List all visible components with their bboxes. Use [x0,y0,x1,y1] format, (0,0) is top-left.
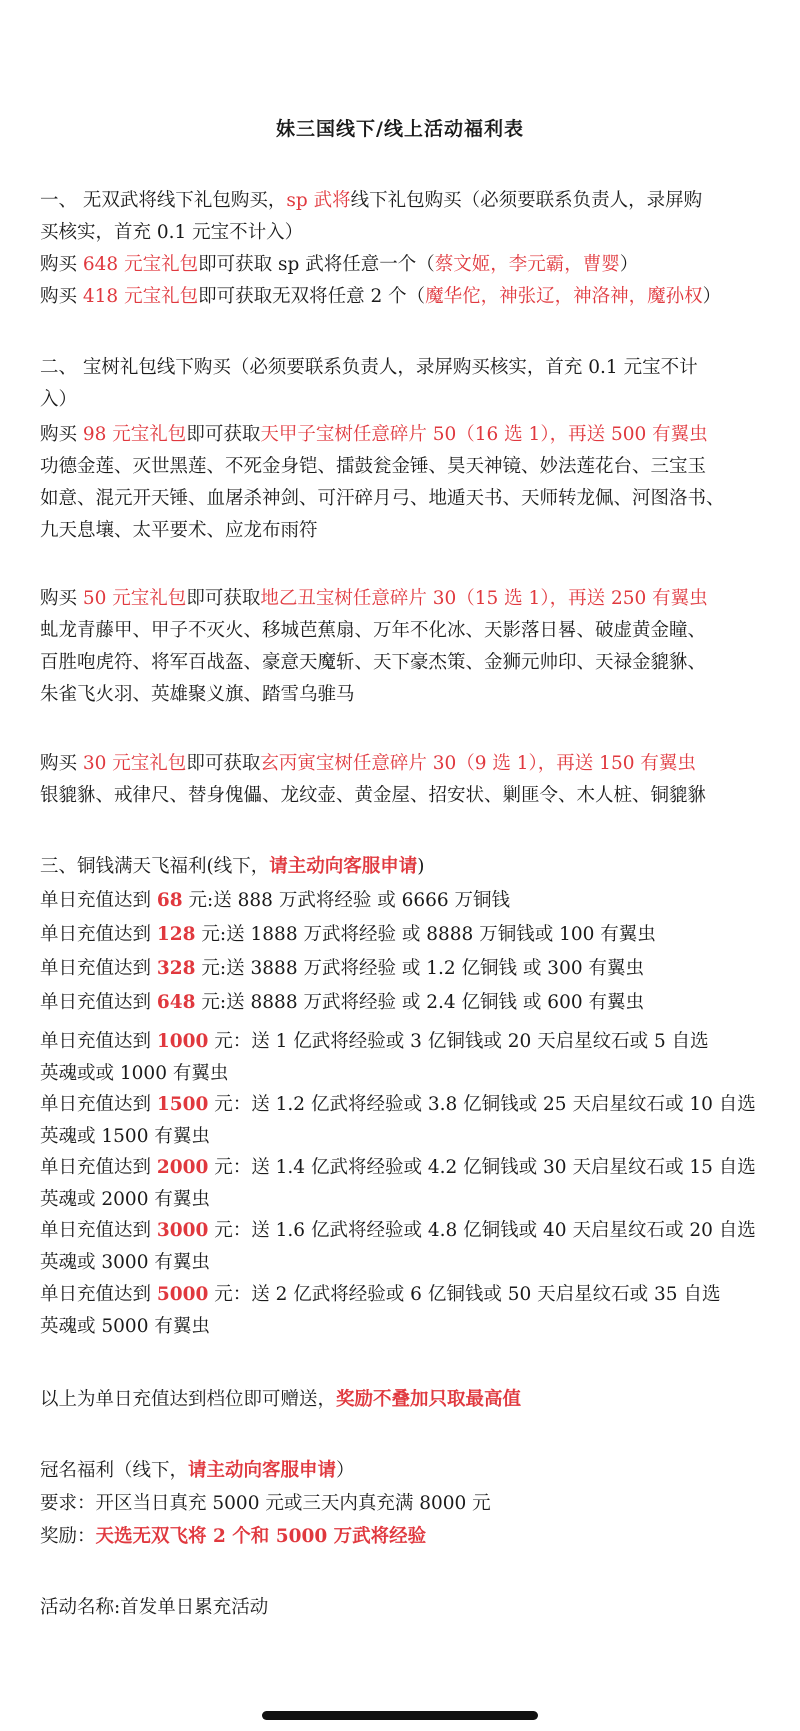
tier-amount: 1500 [156,1094,209,1115]
guanming-header [40,1455,770,1487]
tier-amount: 5000 [156,1284,209,1305]
highlight: 30 元宝礼包 [82,753,187,774]
text: 元：送 2 亿武将经验或 6 亿铜钱或 50 天启星纹石或 35 自选 [208,1284,721,1305]
highlight: 奖励不叠加只取最高值 [336,1389,522,1410]
s3-tier-1000 [40,1026,770,1058]
s3-tier-1000-cont: 英魂或或 1000 有翼虫 [40,1063,229,1084]
highlight: 648 元宝礼包 [82,254,199,275]
tier-amount: 68 [156,890,183,911]
text: 购买 [40,588,83,609]
text: 购买 [40,424,83,445]
text: 三、铜钱满天飞福利(线下， [40,856,270,877]
text: 单日充值达到 [40,924,157,945]
highlight: 玄丙寅宝树任意碎片 30（9 选 1），再送 150 有翼虫 [260,753,696,774]
s2-pack-30 [40,748,770,780]
s3-tier-2000 [40,1152,770,1184]
tier-amount: 3000 [156,1220,209,1241]
activity-name: 活动名称:首发单日累充活动 [40,1597,269,1618]
text: 单日充值达到 [40,1220,157,1241]
highlight: 请主动向客服申请 [188,1460,337,1481]
s3-tier-5000 [40,1279,770,1311]
text: 单日充值达到 [40,1031,157,1052]
tier-amount: 128 [156,924,196,945]
s1-line-3 [40,249,770,281]
s1-line-2: 买核实，首充 0.1 元宝不计入） [40,222,304,243]
text: 元：送 1 亿武将经验或 3 亿铜钱或 20 天启星纹石或 5 自选 [208,1031,709,1052]
text: 元:送 1888 万武将经验 或 8888 万铜钱或 100 有翼虫 [195,924,656,945]
text: 元：送 1.2 亿武将经验或 3.8 亿铜钱或 25 天启星纹石或 10 自选 [208,1094,756,1115]
highlight: 魔华佗，神张辽，神洛神，魔孙权 [425,286,703,307]
s3-tier-2000-cont: 英魂或 2000 有翼虫 [40,1189,210,1210]
s2-pack-98-items-3: 九天息壤、太平要术、应龙布雨符 [40,520,318,541]
s2-pack-50-items-2: 百胜咆虎符、将军百战盔、豪意天魔斩、天下豪杰策、金狮元帅印、天禄金貔貅、 [40,652,707,673]
s3-tier-128 [40,919,770,951]
highlight: 98 元宝礼包 [82,424,187,445]
highlight: 请主动向客服申请 [269,856,418,877]
text: ) [417,856,425,877]
s2-pack-30-items-1: 银貔貅、戒律尺、替身傀儡、龙纹壶、黄金屋、招安状、剿匪令、木人桩、铜貔貅 [40,785,707,806]
s2-pack-98 [40,419,770,451]
text: 线下礼包购买（必须要联系负责人，录屏购 [350,190,703,211]
text: 即可获取 [186,424,261,445]
text: 即可获取 [186,588,261,609]
s3-tier-1500-cont: 英魂或 1500 有翼虫 [40,1126,210,1147]
text: 一、 无双武将线下礼包购买， [40,190,287,211]
s3-tier-328 [40,953,770,985]
highlight: 天选无双飞将 2 个和 5000 万武将经验 [95,1526,427,1547]
text: 元：送 1.6 亿武将经验或 4.8 亿铜钱或 40 天启星纹石或 20 自选 [208,1220,756,1241]
s3-tier-1500 [40,1089,770,1121]
text: ） [336,1460,355,1481]
tier-amount: 1000 [156,1031,209,1052]
text: ） [702,286,722,307]
s3-tier-68 [40,885,770,917]
s2-pack-98-items-2: 如意、混元开天锤、血屠杀神剑、可汗碎月弓、地遁天书、天师转龙佩、河图洛书、 [40,488,725,509]
s2-pack-50-items-1: 虬龙青藤甲、甲子不灭火、移城芭蕉扇、万年不化冰、天影落日晷、破虚黄金瞳、 [40,620,707,641]
text: 即可获取 sp 武将任意一个（ [198,254,435,275]
page-title: 妹三国线下/线上活动福利表 [276,118,524,140]
text: ） [619,254,639,275]
s3-tier-5000-cont: 英魂或 5000 有翼虫 [40,1316,210,1337]
text: 单日充值达到 [40,890,157,911]
text: 冠名福利（线下， [40,1460,189,1481]
highlight: 418 元宝礼包 [82,286,199,307]
s2-pack-50 [40,583,770,615]
text: 以上为单日充值达到档位即可赠送， [40,1389,337,1410]
text: 奖励： [40,1526,96,1547]
text: 元:送 3888 万武将经验 或 1.2 亿铜钱 或 300 有翼虫 [195,958,644,979]
text: 即可获取无双将任意 2 个（ [198,286,426,307]
s2-line-2: 入） [40,389,78,410]
text: 单日充值达到 [40,1094,157,1115]
text: 元:送 8888 万武将经验 或 2.4 亿铜钱 或 600 有翼虫 [195,992,644,1013]
text: 即可获取 [186,753,261,774]
guanming-reward [40,1521,770,1553]
text: 单日充值达到 [40,958,157,979]
text: 购买 [40,254,83,275]
highlight: 天甲子宝树任意碎片 50（16 选 1），再送 500 有翼虫 [260,424,708,445]
tier-amount: 648 [156,992,196,1013]
highlight: sp 武将 [286,190,351,211]
highlight: 地乙丑宝树任意碎片 30（15 选 1），再送 250 有翼虫 [260,588,708,609]
home-indicator[interactable] [262,1711,538,1720]
highlight: 蔡文姬，李元霸，曹婴 [434,254,620,275]
text: 购买 [40,753,83,774]
guanming-requirement: 要求：开区当日真充 5000 元或三天内真充满 8000 元 [40,1493,491,1514]
s3-tier-3000-cont: 英魂或 3000 有翼虫 [40,1252,210,1273]
text: 单日充值达到 [40,1284,157,1305]
highlight: 50 元宝礼包 [82,588,187,609]
s3-tier-3000 [40,1215,770,1247]
s1-line-4 [40,281,770,313]
text: 单日充值达到 [40,992,157,1013]
text: 购买 [40,286,83,307]
text: 元:送 888 万武将经验 或 6666 万铜钱 [182,890,511,911]
tier-amount: 2000 [156,1157,209,1178]
s2-pack-98-items-1: 功德金莲、灭世黑莲、不死金身铠、擂鼓瓮金锤、昊天神镜、妙法莲花台、三宝玉 [40,456,707,477]
s3-header [40,851,770,883]
note-line [40,1384,770,1416]
s3-tier-648 [40,987,770,1019]
text: 元：送 1.4 亿武将经验或 4.2 亿铜钱或 30 天启星纹石或 15 自选 [208,1157,756,1178]
tier-amount: 328 [156,958,196,979]
s2-line-1: 二、 宝树礼包线下购买（必须要联系负责人，录屏购买核实，首充 0.1 元宝不计 [40,357,698,378]
s2-pack-50-items-3: 朱雀飞火羽、英雄聚义旗、踏雪乌骓马 [40,684,355,705]
s1-line-1 [40,185,770,217]
text: 单日充值达到 [40,1157,157,1178]
